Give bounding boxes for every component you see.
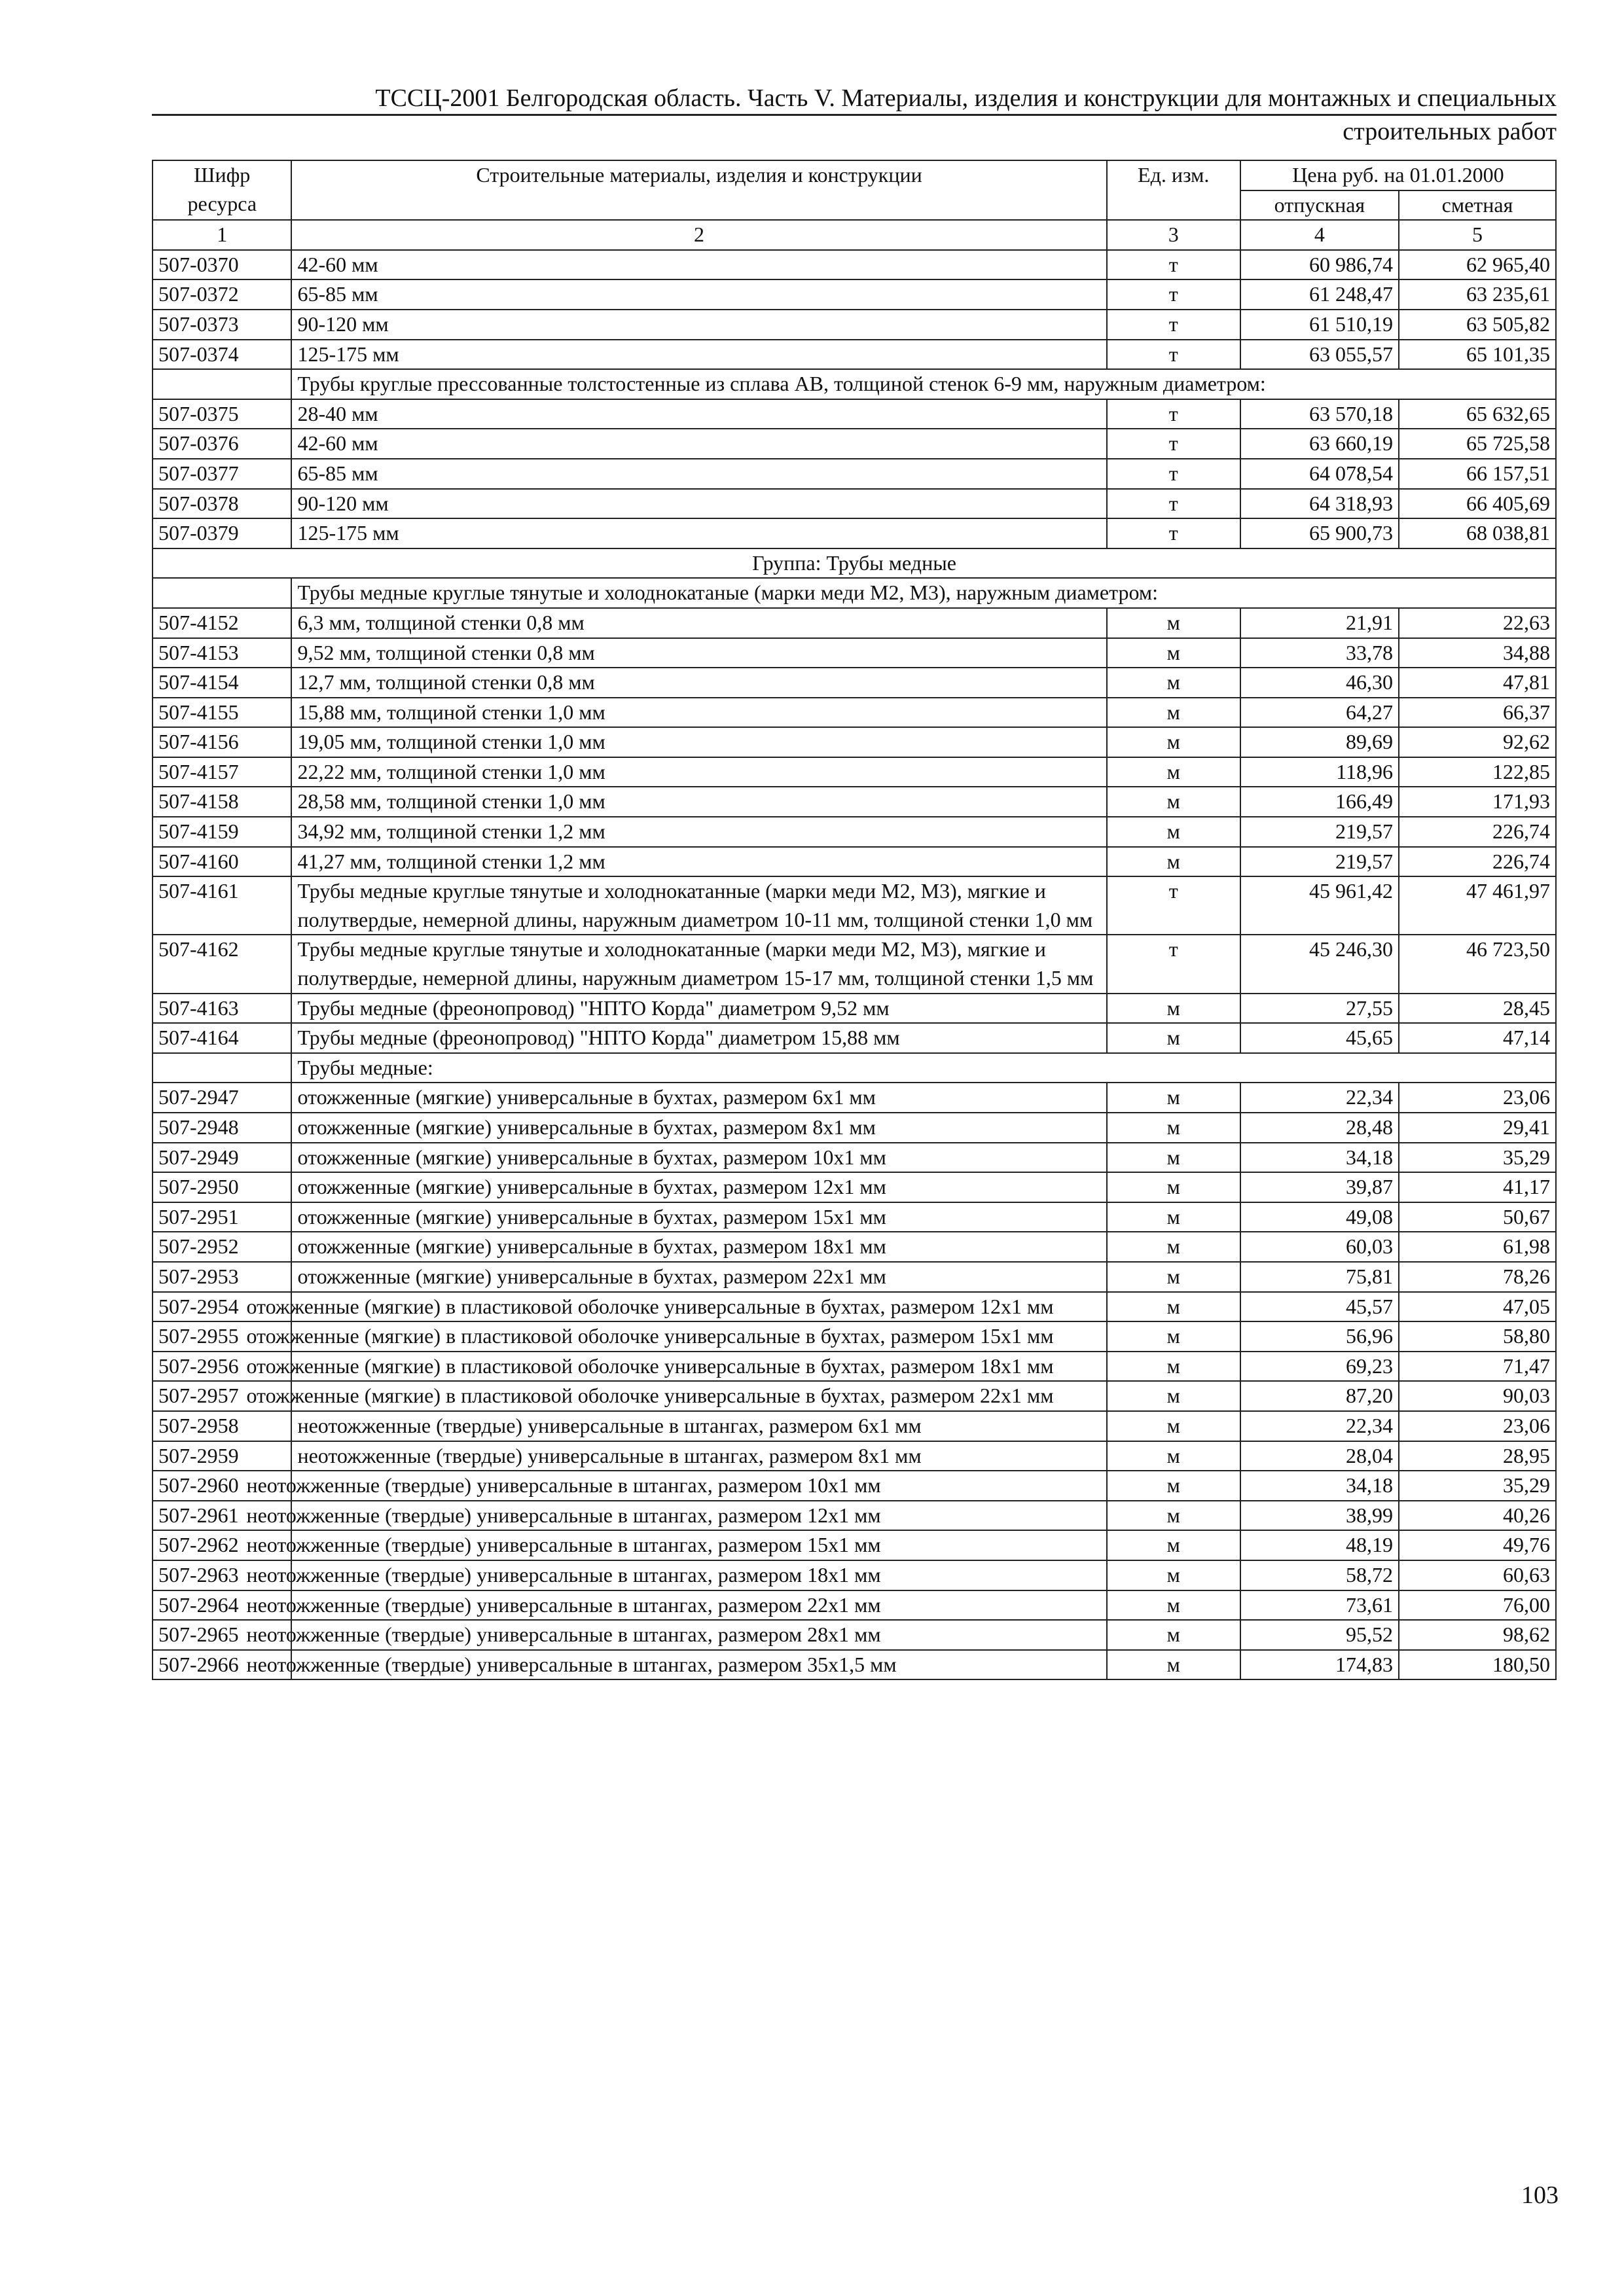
release-price: 49,08 — [1240, 1202, 1399, 1232]
resource-code: 507-2952 — [153, 1232, 291, 1262]
resource-code: 507-2949 — [153, 1143, 291, 1173]
unit-cell: м — [1107, 1530, 1240, 1560]
table-row — [153, 459, 1556, 489]
unit-cell: м — [1107, 638, 1240, 668]
resource-code: 507-2962 — [153, 1530, 291, 1560]
table-row — [153, 1321, 1556, 1352]
resource-code: 507-4158 — [153, 787, 291, 817]
estimate-price: 171,93 — [1399, 787, 1556, 817]
release-price: 48,19 — [1240, 1530, 1399, 1560]
estimate-price: 66 405,69 — [1399, 489, 1556, 519]
unit-cell: м — [1107, 698, 1240, 728]
section-title: Трубы круглые прессованные толстостенные из сплава АВ, толщиной стенок 6-9 мм, наружным диаметром: — [291, 369, 1556, 399]
resource-code: 507-0379 — [153, 518, 291, 548]
table-row — [153, 1620, 1556, 1650]
unit-cell: м — [1107, 1113, 1240, 1143]
table-row — [153, 1381, 1556, 1411]
estimate-price: 68 038,81 — [1399, 518, 1556, 548]
table-row — [153, 1501, 1556, 1531]
table-row — [153, 935, 1556, 993]
unit-cell: т — [1107, 279, 1240, 310]
material-name: отожженные (мягкие) универсальные в бухтах, размером 12х1 мм — [291, 1172, 1106, 1202]
group-title: Группа: Трубы медные — [153, 548, 1556, 579]
table-row — [153, 489, 1556, 519]
material-name: 125-175 мм — [291, 340, 1106, 370]
material-name: Трубы медные круглые тянутые и холоднокатанные (марки меди М2, М3), мягкие и полутвердые, немерной длины, наружным диаметром 10-11 мм, толщиной стенки 1,0 мм — [291, 876, 1106, 935]
estimate-price: 23,06 — [1399, 1411, 1556, 1441]
material-name: 41,27 мм, толщиной стенки 1,2 мм — [291, 847, 1106, 877]
material-name: 34,92 мм, толщиной стенки 1,2 мм — [291, 817, 1106, 847]
estimate-price: 35,29 — [1399, 1471, 1556, 1501]
release-price: 45,57 — [1240, 1292, 1399, 1322]
resource-code: 507-2951 — [153, 1202, 291, 1232]
unit-cell: м — [1107, 1471, 1240, 1501]
resource-code: 507-0374 — [153, 340, 291, 370]
material-name: отожженные (мягкие) в пластиковой оболочке универсальные в бухтах, размером 22х1 мм — [291, 1381, 1106, 1411]
unit-cell: т — [1107, 310, 1240, 340]
resource-code: 507-4163 — [153, 994, 291, 1024]
material-name: неотожженные (твердые) универсальные в штангах, размером 8х1 мм — [291, 1441, 1106, 1471]
material-name: Трубы медные круглые тянутые и холоднокатанные (марки меди М2, М3), мягкие и полутвердые, немерной длины, наружным диаметром 15-17 мм, толщиной стенки 1,5 мм — [291, 935, 1106, 993]
resource-code: 507-0378 — [153, 489, 291, 519]
release-price: 219,57 — [1240, 847, 1399, 877]
table-row — [153, 429, 1556, 459]
unit-cell: т — [1107, 399, 1240, 429]
estimate-price: 90,03 — [1399, 1381, 1556, 1411]
table-row — [153, 1530, 1556, 1560]
group-row — [153, 548, 1556, 579]
page-header — [152, 84, 1557, 146]
resource-code: 507-4157 — [153, 757, 291, 787]
unit-cell: м — [1107, 847, 1240, 877]
estimate-price: 60,63 — [1399, 1560, 1556, 1590]
resource-code: 507-2964 — [153, 1590, 291, 1621]
header-release-price: отпускная — [1240, 190, 1399, 221]
table-row — [153, 1471, 1556, 1501]
material-name: 6,3 мм, толщиной стенки 0,8 мм — [291, 608, 1106, 638]
unit-cell: т — [1107, 250, 1240, 280]
release-price: 219,57 — [1240, 817, 1399, 847]
release-price: 65 900,73 — [1240, 518, 1399, 548]
header-name: Строительные материалы, изделия и конструкции — [291, 160, 1106, 220]
table-row — [153, 1650, 1556, 1680]
material-name: отожженные (мягкие) в пластиковой оболочке универсальные в бухтах, размером 12х1 мм — [291, 1292, 1106, 1322]
material-name: 19,05 мм, толщиной стенки 1,0 мм — [291, 727, 1106, 757]
table-row — [153, 757, 1556, 787]
release-price: 22,34 — [1240, 1083, 1399, 1113]
release-price: 39,87 — [1240, 1172, 1399, 1202]
unit-cell: т — [1107, 935, 1240, 993]
resource-code: 507-2955 — [153, 1321, 291, 1352]
unit-cell: м — [1107, 608, 1240, 638]
release-price: 34,18 — [1240, 1143, 1399, 1173]
resource-code: 507-2966 — [153, 1650, 291, 1680]
estimate-price: 28,95 — [1399, 1441, 1556, 1471]
table-row — [153, 698, 1556, 728]
table-row — [153, 787, 1556, 817]
material-name: отожженные (мягкие) универсальные в бухтах, размером 15х1 мм — [291, 1202, 1106, 1232]
table-row — [153, 1560, 1556, 1590]
table-row — [153, 1023, 1556, 1053]
table-row — [153, 608, 1556, 638]
release-price: 60 986,74 — [1240, 250, 1399, 280]
material-name: неотожженные (твердые) универсальные в штангах, размером 22х1 мм — [291, 1590, 1106, 1621]
header-rule — [152, 114, 1557, 116]
resource-code: 507-4156 — [153, 727, 291, 757]
release-price: 61 510,19 — [1240, 310, 1399, 340]
table-row — [153, 1232, 1556, 1262]
estimate-price: 22,63 — [1399, 608, 1556, 638]
material-name: отожженные (мягкие) универсальные в бухтах, размером 22х1 мм — [291, 1262, 1106, 1292]
estimate-price: 76,00 — [1399, 1590, 1556, 1621]
release-price: 64,27 — [1240, 698, 1399, 728]
release-price: 45 961,42 — [1240, 876, 1399, 935]
resource-code: 507-0373 — [153, 310, 291, 340]
table-row — [153, 727, 1556, 757]
unit-cell: т — [1107, 429, 1240, 459]
header-price: Цена руб. на 01.01.2000 — [1240, 160, 1556, 190]
release-price: 63 055,57 — [1240, 340, 1399, 370]
estimate-price: 35,29 — [1399, 1143, 1556, 1173]
column-numbers-row — [153, 220, 1556, 250]
estimate-price: 29,41 — [1399, 1113, 1556, 1143]
release-price: 60,03 — [1240, 1232, 1399, 1262]
table-row — [153, 310, 1556, 340]
column-number: 5 — [1399, 220, 1556, 250]
release-price: 58,72 — [1240, 1560, 1399, 1590]
table-row — [153, 250, 1556, 280]
estimate-price: 34,88 — [1399, 638, 1556, 668]
unit-cell: м — [1107, 1560, 1240, 1590]
release-price: 87,20 — [1240, 1381, 1399, 1411]
release-price: 89,69 — [1240, 727, 1399, 757]
unit-cell: м — [1107, 817, 1240, 847]
material-name: 9,52 мм, толщиной стенки 0,8 мм — [291, 638, 1106, 668]
unit-cell: м — [1107, 727, 1240, 757]
material-name: Трубы медные (фреонопровод) "НПТО Корда" диаметром 9,52 мм — [291, 994, 1106, 1024]
release-price: 174,83 — [1240, 1650, 1399, 1680]
material-name: 90-120 мм — [291, 310, 1106, 340]
resource-code: 507-0375 — [153, 399, 291, 429]
material-name: неотожженные (твердые) универсальные в штангах, размером 18х1 мм — [291, 1560, 1106, 1590]
table-row — [153, 876, 1556, 935]
unit-cell: т — [1107, 489, 1240, 519]
resource-code: 507-2963 — [153, 1560, 291, 1590]
resource-code: 507-4152 — [153, 608, 291, 638]
resource-code: 507-4164 — [153, 1023, 291, 1053]
resource-code: 507-0370 — [153, 250, 291, 280]
release-price: 61 248,47 — [1240, 279, 1399, 310]
section-row — [153, 578, 1556, 608]
empty-code-cell — [153, 1053, 291, 1083]
release-price: 21,91 — [1240, 608, 1399, 638]
header-estimate-price: сметная — [1399, 190, 1556, 221]
material-name: отожженные (мягкие) универсальные в бухтах, размером 18х1 мм — [291, 1232, 1106, 1262]
resource-code: 507-4160 — [153, 847, 291, 877]
resource-code: 507-4161 — [153, 876, 291, 935]
table-row — [153, 1411, 1556, 1441]
material-name: 28-40 мм — [291, 399, 1106, 429]
release-price: 73,61 — [1240, 1590, 1399, 1621]
unit-cell: м — [1107, 1441, 1240, 1471]
estimate-price: 61,98 — [1399, 1232, 1556, 1262]
unit-cell: м — [1107, 668, 1240, 698]
unit-cell: м — [1107, 1381, 1240, 1411]
section-title: Трубы медные круглые тянутые и холоднокатаные (марки меди М2, М3), наружным диаметром: — [291, 578, 1556, 608]
material-name: неотожженные (твердые) универсальные в штангах, размером 28х1 мм — [291, 1620, 1106, 1650]
release-price: 166,49 — [1240, 787, 1399, 817]
column-number: 1 — [153, 220, 291, 250]
estimate-price: 47,05 — [1399, 1292, 1556, 1322]
material-name: отожженные (мягкие) в пластиковой оболочке универсальные в бухтах, размером 18х1 мм — [291, 1352, 1106, 1382]
table-row — [153, 1292, 1556, 1322]
resource-code: 507-2958 — [153, 1411, 291, 1441]
release-price: 46,30 — [1240, 668, 1399, 698]
resource-code: 507-4153 — [153, 638, 291, 668]
unit-cell: м — [1107, 1083, 1240, 1113]
resource-code: 507-2959 — [153, 1441, 291, 1471]
table-row — [153, 1143, 1556, 1173]
unit-cell: м — [1107, 1262, 1240, 1292]
table-row — [153, 1172, 1556, 1202]
estimate-price: 226,74 — [1399, 847, 1556, 877]
unit-cell: м — [1107, 1202, 1240, 1232]
material-name: 42-60 мм — [291, 250, 1106, 280]
unit-cell: м — [1107, 1352, 1240, 1382]
material-name: неотожженные (твердые) универсальные в штангах, размером 6х1 мм — [291, 1411, 1106, 1441]
table-row — [153, 399, 1556, 429]
material-name: отожженные (мягкие) универсальные в бухтах, размером 8х1 мм — [291, 1113, 1106, 1143]
estimate-price: 98,62 — [1399, 1620, 1556, 1650]
resource-code: 507-2953 — [153, 1262, 291, 1292]
material-name: 65-85 мм — [291, 459, 1106, 489]
estimate-price: 50,67 — [1399, 1202, 1556, 1232]
unit-cell: м — [1107, 787, 1240, 817]
unit-cell: м — [1107, 757, 1240, 787]
material-name: отожженные (мягкие) в пластиковой оболочке универсальные в бухтах, размером 15х1 мм — [291, 1321, 1106, 1352]
estimate-price: 92,62 — [1399, 727, 1556, 757]
resource-code: 507-2961 — [153, 1501, 291, 1531]
page-number: 103 — [1521, 2181, 1559, 2209]
release-price: 45,65 — [1240, 1023, 1399, 1053]
resource-code: 507-4155 — [153, 698, 291, 728]
unit-cell: м — [1107, 1292, 1240, 1322]
table-row — [153, 847, 1556, 877]
release-price: 56,96 — [1240, 1321, 1399, 1352]
material-name: 22,22 мм, толщиной стенки 1,0 мм — [291, 757, 1106, 787]
column-number: 2 — [291, 220, 1106, 250]
estimate-price: 40,26 — [1399, 1501, 1556, 1531]
material-name: неотожженные (твердые) универсальные в штангах, размером 10х1 мм — [291, 1471, 1106, 1501]
resource-code: 507-2954 — [153, 1292, 291, 1322]
unit-cell: м — [1107, 1321, 1240, 1352]
estimate-price: 47,14 — [1399, 1023, 1556, 1053]
resource-code: 507-2950 — [153, 1172, 291, 1202]
material-name: неотожженные (твердые) универсальные в штангах, размером 12х1 мм — [291, 1501, 1106, 1531]
table-row — [153, 1262, 1556, 1292]
material-name: отожженные (мягкие) универсальные в бухтах, размером 6х1 мм — [291, 1083, 1106, 1113]
material-name: 65-85 мм — [291, 279, 1106, 310]
estimate-price: 28,45 — [1399, 994, 1556, 1024]
table-row — [153, 668, 1556, 698]
material-name: 90-120 мм — [291, 489, 1106, 519]
material-name: 28,58 мм, толщиной стенки 1,0 мм — [291, 787, 1106, 817]
unit-cell: т — [1107, 459, 1240, 489]
unit-cell: м — [1107, 1590, 1240, 1621]
table-row — [153, 1441, 1556, 1471]
resource-code: 507-2956 — [153, 1352, 291, 1382]
release-price: 118,96 — [1240, 757, 1399, 787]
estimate-price: 66 157,51 — [1399, 459, 1556, 489]
release-price: 45 246,30 — [1240, 935, 1399, 993]
unit-cell: м — [1107, 1172, 1240, 1202]
empty-code-cell — [153, 578, 291, 608]
section-row — [153, 369, 1556, 399]
unit-cell: т — [1107, 518, 1240, 548]
resource-code: 507-0376 — [153, 429, 291, 459]
table-row — [153, 1352, 1556, 1382]
material-name: 42-60 мм — [291, 429, 1106, 459]
header-title: ТССЦ-2001 Белгородская область. Часть V. Материалы, изделия и конструкции для монтажных и специальных — [375, 84, 1557, 112]
section-row — [153, 1053, 1556, 1083]
resource-code: 507-2960 — [153, 1471, 291, 1501]
material-name: неотожженные (твердые) универсальные в штангах, размером 35х1,5 мм — [291, 1650, 1106, 1680]
estimate-price: 23,06 — [1399, 1083, 1556, 1113]
release-price: 64 078,54 — [1240, 459, 1399, 489]
estimate-price: 71,47 — [1399, 1352, 1556, 1382]
estimate-price: 65 632,65 — [1399, 399, 1556, 429]
release-price: 75,81 — [1240, 1262, 1399, 1292]
empty-code-cell — [153, 369, 291, 399]
estimate-price: 122,85 — [1399, 757, 1556, 787]
estimate-price: 78,26 — [1399, 1262, 1556, 1292]
table-row — [153, 638, 1556, 668]
material-name: 12,7 мм, толщиной стенки 0,8 мм — [291, 668, 1106, 698]
release-price: 38,99 — [1240, 1501, 1399, 1531]
resource-code: 507-2947 — [153, 1083, 291, 1113]
estimate-price: 49,76 — [1399, 1530, 1556, 1560]
resource-code: 507-2965 — [153, 1620, 291, 1650]
material-name: 15,88 мм, толщиной стенки 1,0 мм — [291, 698, 1106, 728]
resource-code: 507-2957 — [153, 1381, 291, 1411]
estimate-price: 65 101,35 — [1399, 340, 1556, 370]
unit-cell: м — [1107, 1650, 1240, 1680]
table-body — [153, 220, 1556, 1679]
material-name: отожженные (мягкие) универсальные в бухтах, размером 10х1 мм — [291, 1143, 1106, 1173]
release-price: 27,55 — [1240, 994, 1399, 1024]
unit-cell: м — [1107, 1143, 1240, 1173]
resource-code: 507-2948 — [153, 1113, 291, 1143]
unit-cell: м — [1107, 1620, 1240, 1650]
material-name: неотожженные (твердые) универсальные в штангах, размером 15х1 мм — [291, 1530, 1106, 1560]
estimate-price: 41,17 — [1399, 1172, 1556, 1202]
unit-cell: м — [1107, 994, 1240, 1024]
estimate-price: 180,50 — [1399, 1650, 1556, 1680]
unit-cell: м — [1107, 1232, 1240, 1262]
resource-code: 507-4162 — [153, 935, 291, 993]
table-row — [153, 1113, 1556, 1143]
release-price: 63 570,18 — [1240, 399, 1399, 429]
release-price: 22,34 — [1240, 1411, 1399, 1441]
column-number: 3 — [1107, 220, 1240, 250]
material-name: 125-175 мм — [291, 518, 1106, 548]
unit-cell: м — [1107, 1023, 1240, 1053]
estimate-price: 46 723,50 — [1399, 935, 1556, 993]
table-row — [153, 518, 1556, 548]
material-name: Трубы медные (фреонопровод) "НПТО Корда" диаметром 15,88 мм — [291, 1023, 1106, 1053]
release-price: 95,52 — [1240, 1620, 1399, 1650]
table-row — [153, 279, 1556, 310]
estimate-price: 65 725,58 — [1399, 429, 1556, 459]
table-row — [153, 817, 1556, 847]
price-table — [152, 160, 1557, 1680]
estimate-price: 47,81 — [1399, 668, 1556, 698]
table-row — [153, 1083, 1556, 1113]
column-number: 4 — [1240, 220, 1399, 250]
estimate-price: 47 461,97 — [1399, 876, 1556, 935]
release-price: 28,48 — [1240, 1113, 1399, 1143]
estimate-price: 58,80 — [1399, 1321, 1556, 1352]
table-row — [153, 994, 1556, 1024]
header-title-continued: строительных работ — [1343, 118, 1557, 145]
estimate-price: 63 235,61 — [1399, 279, 1556, 310]
header-unit: Ед. изм. — [1107, 160, 1240, 220]
estimate-price: 66,37 — [1399, 698, 1556, 728]
section-title: Трубы медные: — [291, 1053, 1556, 1083]
estimate-price: 63 505,82 — [1399, 310, 1556, 340]
table-row — [153, 1590, 1556, 1621]
unit-cell: м — [1107, 1411, 1240, 1441]
resource-code: 507-4154 — [153, 668, 291, 698]
header-code: Шифр ресурса — [153, 160, 291, 220]
unit-cell: м — [1107, 1501, 1240, 1531]
resource-code: 507-0377 — [153, 459, 291, 489]
estimate-price: 62 965,40 — [1399, 250, 1556, 280]
release-price: 64 318,93 — [1240, 489, 1399, 519]
resource-code: 507-0372 — [153, 279, 291, 310]
release-price: 33,78 — [1240, 638, 1399, 668]
resource-code: 507-4159 — [153, 817, 291, 847]
release-price: 69,23 — [1240, 1352, 1399, 1382]
table-row — [153, 1202, 1556, 1232]
table-row — [153, 340, 1556, 370]
release-price: 28,04 — [1240, 1441, 1399, 1471]
unit-cell: т — [1107, 340, 1240, 370]
release-price: 34,18 — [1240, 1471, 1399, 1501]
estimate-price: 226,74 — [1399, 817, 1556, 847]
release-price: 63 660,19 — [1240, 429, 1399, 459]
unit-cell: т — [1107, 876, 1240, 935]
